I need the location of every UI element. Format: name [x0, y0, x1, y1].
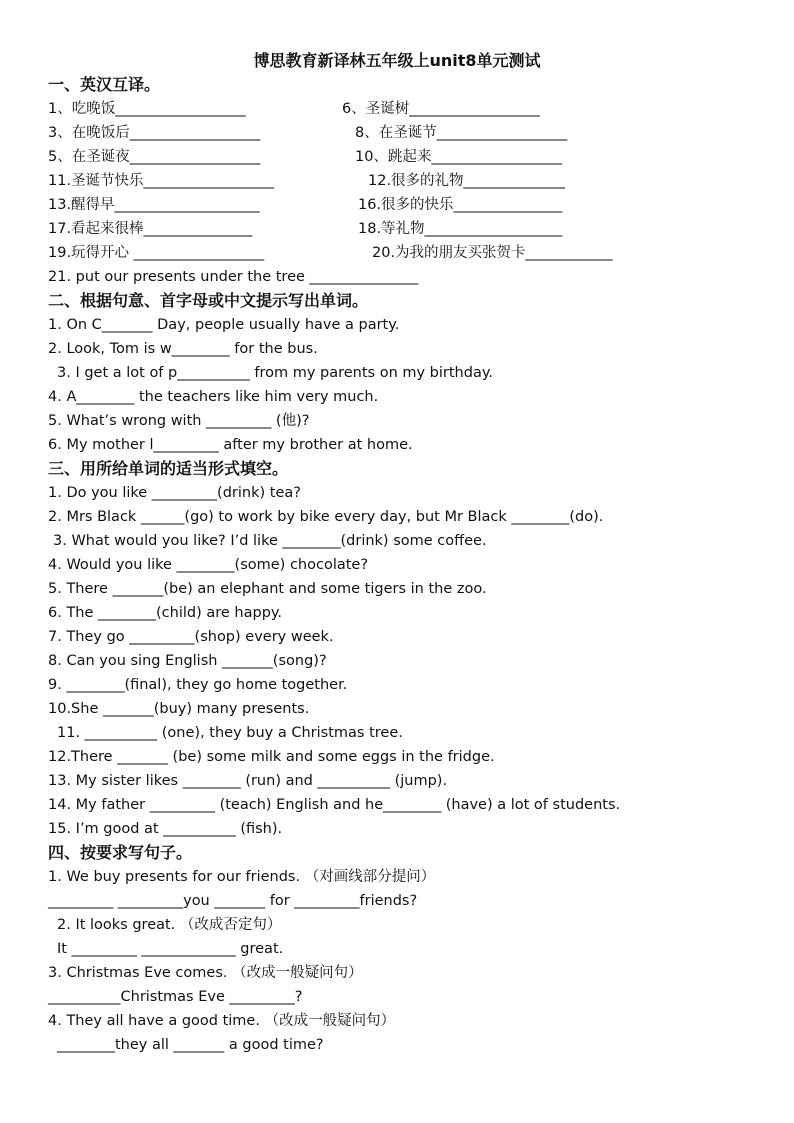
question-line: 5. What’s wrong with _________ (他)? — [48, 413, 310, 429]
answer-line: __________Christmas Eve _________? — [48, 989, 303, 1005]
vocab-item: 18.等礼物___________________ — [358, 221, 563, 237]
answer-line: ________they all _______ a good time? — [57, 1037, 324, 1053]
question-line: 3. Christmas Eve comes. （改成一般疑问句） — [48, 965, 363, 981]
vocab-item: 1、吃晚饭__________________ — [48, 101, 246, 117]
question-line: 2. It looks great. （改成否定句） — [57, 917, 282, 933]
question-line: 9. ________(final), they go home together. — [48, 677, 348, 693]
section-2-heading: 二、根据句意、首字母或中文提示写出单词。 — [48, 291, 369, 310]
question-line: 4. They all have a good time. （改成一般疑问句） — [48, 1013, 396, 1029]
page-title: 博思教育新译林五年级上unit8单元测试 — [253, 51, 541, 70]
vocab-item: 5、在圣诞夜__________________ — [48, 149, 261, 165]
section-1-heading: 一、英汉互译。 — [48, 75, 161, 94]
question-line: 10.She _______(buy) many presents. — [48, 701, 310, 717]
question-line: 3. I get a lot of p__________ from my parents on my birthday. — [57, 365, 493, 381]
question-line: 4. Would you like ________(some) chocolate? — [48, 557, 369, 573]
question-line: 11. __________ (one), they buy a Christmas tree. — [57, 725, 403, 741]
vocab-item: 19.玩得开心 __________________ — [48, 245, 265, 261]
vocab-item: 8、在圣诞节__________________ — [355, 125, 568, 141]
vocab-item: 11.圣诞节快乐__________________ — [48, 173, 275, 189]
question-line: 6. The ________(child) are happy. — [48, 605, 283, 621]
vocab-item: 16.很多的快乐_______________ — [358, 197, 563, 213]
section-3-heading: 三、用所给单词的适当形式填空。 — [48, 459, 289, 478]
question-line: 2. Look, Tom is w________ for the bus. — [48, 341, 318, 357]
question-line: 1. We buy presents for our friends. （对画线部分提问） — [48, 869, 436, 885]
question-line: 2. Mrs Black ______(go) to work by bike every day, but Mr Black ________(do). — [48, 509, 604, 525]
question-line: 4. A________ the teachers like him very much. — [48, 389, 379, 405]
question-line: 8. Can you sing English _______(song)? — [48, 653, 327, 669]
vocab-item: 6、圣诞树__________________ — [342, 101, 540, 117]
section-4-heading: 四、按要求写句子。 — [48, 843, 193, 862]
vocab-item: 21. put our presents under the tree _______________ — [48, 269, 419, 285]
vocab-item: 10、跳起来__________________ — [355, 149, 562, 165]
question-line: 14. My father _________ (teach) English and he________ (have) a lot of students. — [48, 797, 621, 813]
vocab-item: 12.很多的礼物______________ — [368, 173, 566, 189]
question-line: 1. On C_______ Day, people usually have a party. — [48, 317, 400, 333]
question-line: 6. My mother l_________ after my brother at home. — [48, 437, 413, 453]
vocab-item: 17.看起来很棒_______________ — [48, 221, 253, 237]
vocab-item: 3、在晚饭后__________________ — [48, 125, 261, 141]
answer-line: _________ _________you _______ for _________friends? — [48, 893, 418, 909]
question-line: 13. My sister likes ________ (run) and __________ (jump). — [48, 773, 448, 789]
vocab-item: 20.为我的朋友买张贺卡____________ — [372, 245, 613, 261]
question-line: 12.There _______ (be) some milk and some eggs in the fridge. — [48, 749, 495, 765]
question-line: 1. Do you like _________(drink) tea? — [48, 485, 301, 501]
question-line: 7. They go _________(shop) every week. — [48, 629, 334, 645]
vocab-item: 13.醒得早____________________ — [48, 197, 260, 213]
question-line: 15. I’m good at __________ (fish). — [48, 821, 283, 837]
question-line: 5. There _______(be) an elephant and some tigers in the zoo. — [48, 581, 487, 597]
answer-line: It _________ _____________ great. — [57, 941, 284, 957]
question-line: 3. What would you like? I’d like ________(drink) some coffee. — [53, 533, 487, 549]
